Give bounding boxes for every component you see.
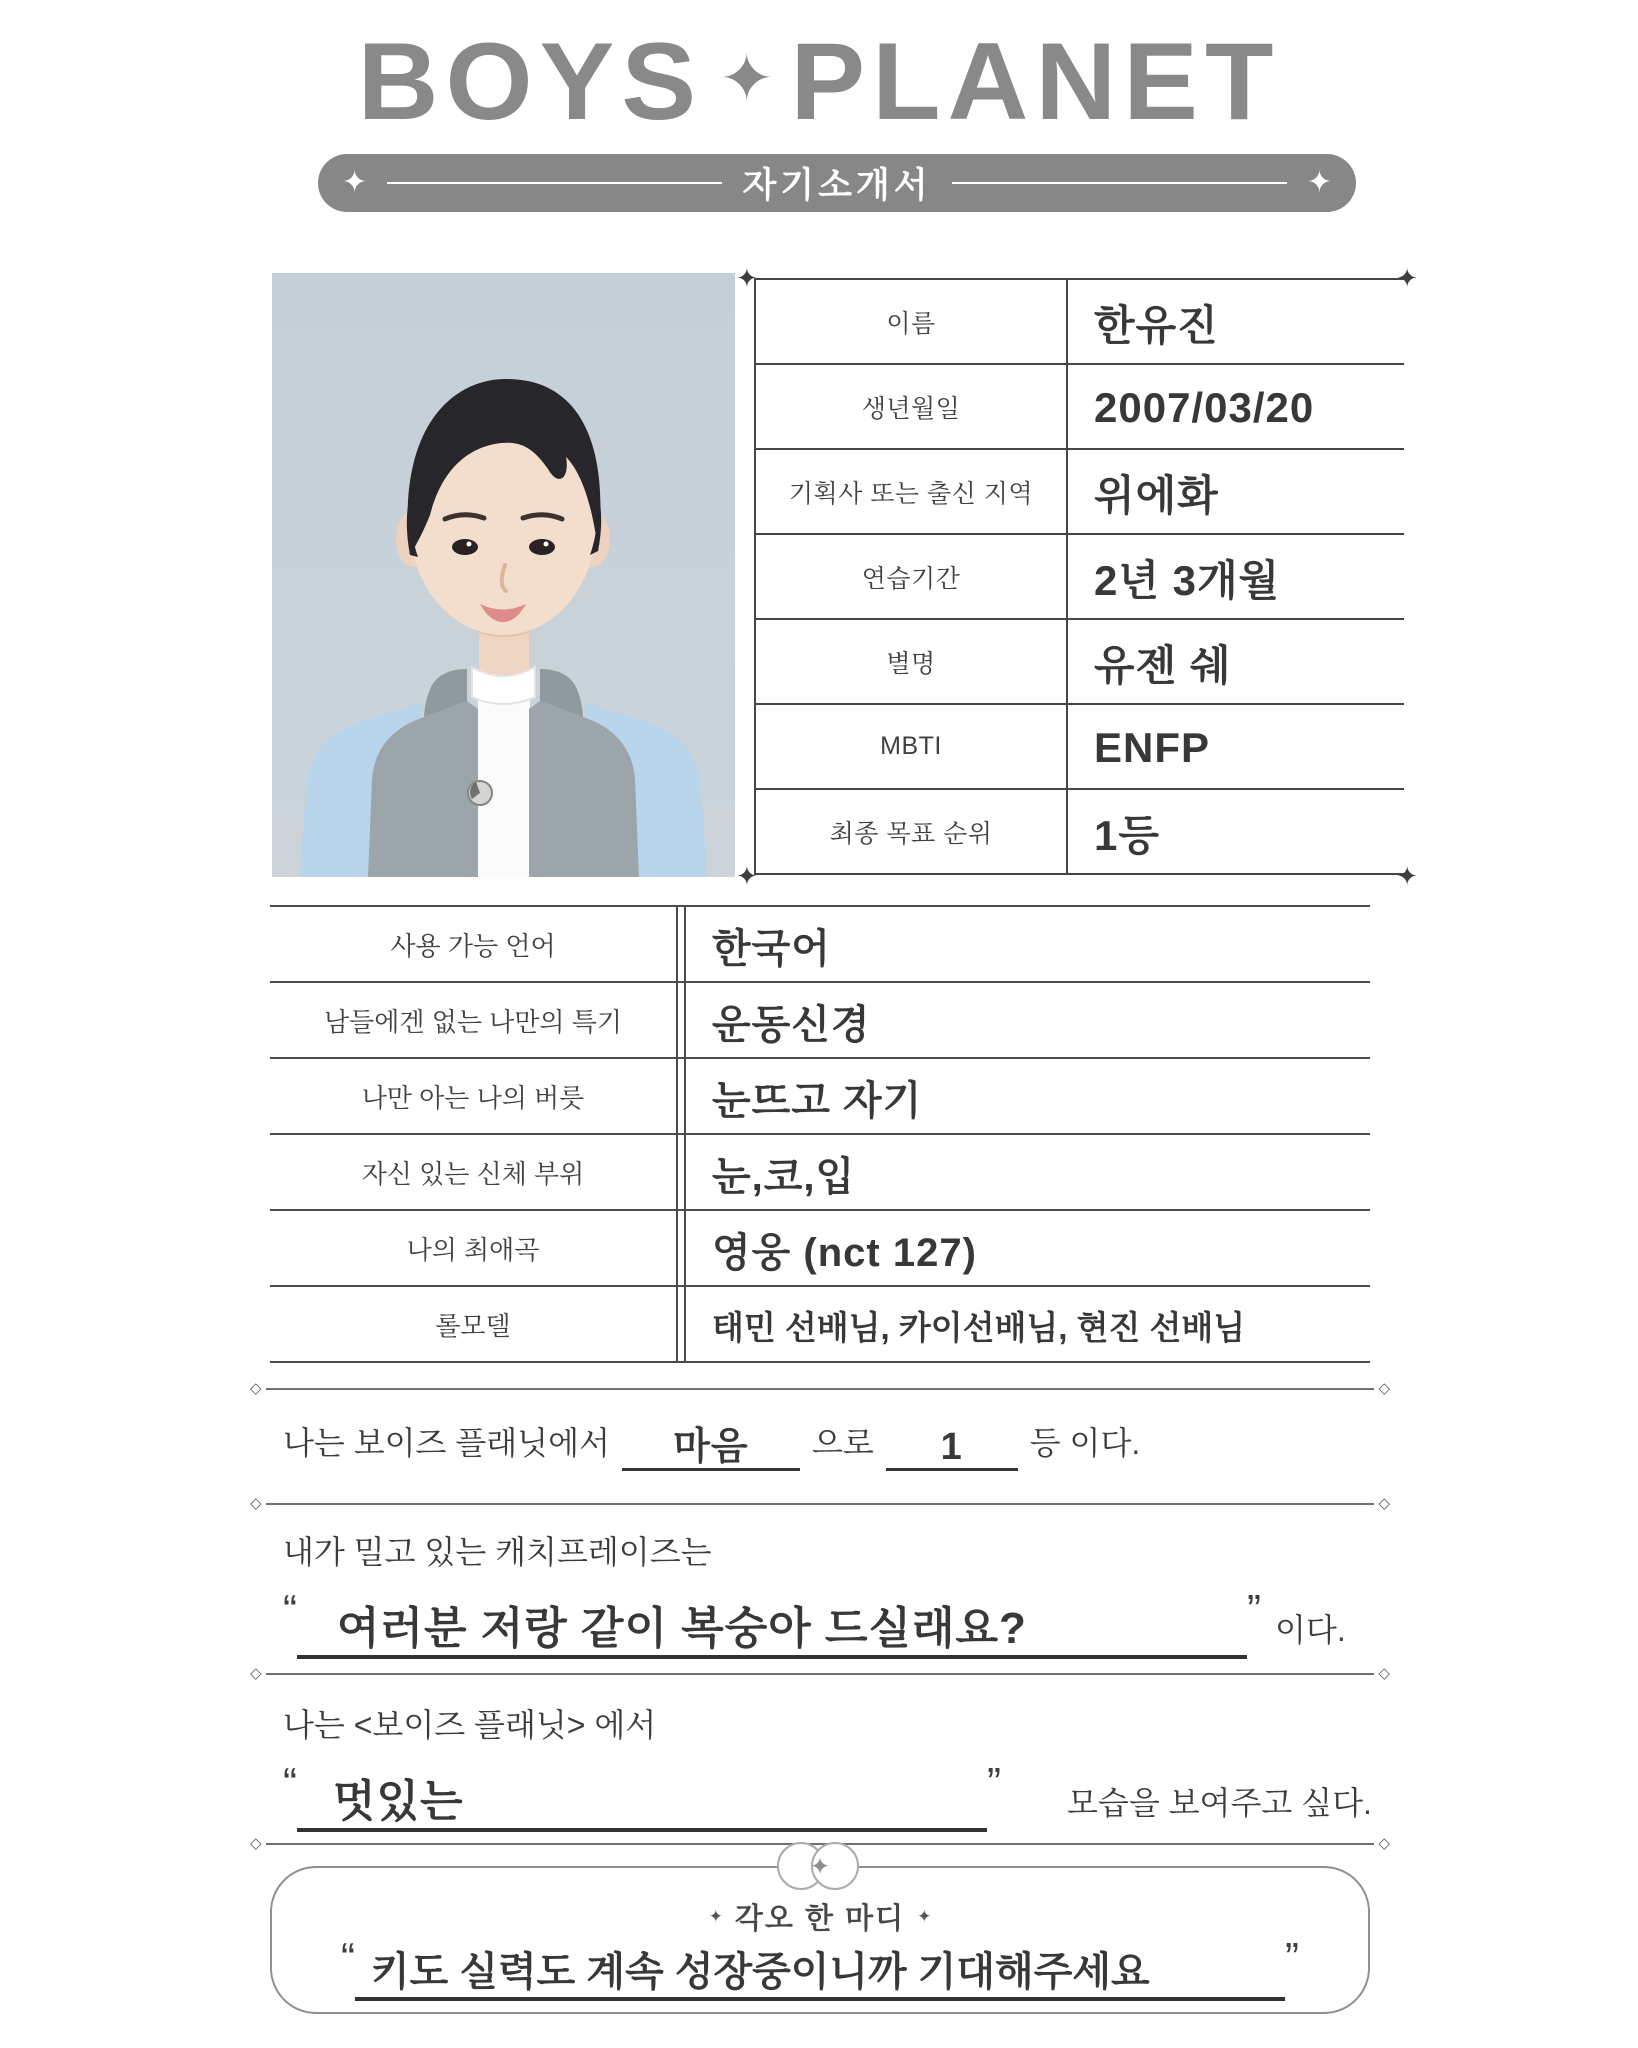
catchphrase-intro: 내가 밀고 있는 캐치프레이즈는 — [283, 1534, 712, 1570]
field-label-favorite-song: 나의 최애곡 — [270, 1211, 678, 1285]
banner-sparkle-right-icon: ✦ — [1306, 166, 1332, 199]
field-label-birthdate: 생년월일 — [756, 365, 1068, 448]
sentence-catchphrase — [283, 1527, 1403, 1659]
field-value-mbti: ENFP — [1094, 723, 1211, 771]
diamond-end-icon: ◇ — [250, 1665, 262, 1682]
field-label-agency: 기획사 또는 출신 지역 — [756, 450, 1068, 533]
sentence-aspiration — [283, 1700, 1503, 1832]
page-title: 자기소개서 — [742, 166, 932, 205]
catchphrase-suffix: 이다. — [1275, 1612, 1346, 1648]
close-quote-icon: ” — [1247, 1586, 1261, 1633]
divider-line — [266, 1503, 1375, 1505]
table-divider — [678, 1135, 686, 1209]
aspiration-value: 멋있는 — [297, 1778, 987, 1832]
field-value-favorite-song: 영웅 (nct 127) — [712, 1230, 977, 1275]
field-value-nickname: 유젠 쉐 — [1094, 641, 1232, 689]
table-divider — [678, 1059, 686, 1133]
banner-line-left — [387, 182, 722, 184]
section-divider — [250, 1666, 1390, 1681]
title-sparkle-icon: ✦ — [917, 1907, 932, 1926]
table-corner-sparkle-icon: ✦ — [736, 861, 758, 891]
table-row — [756, 535, 1404, 620]
diamond-end-icon: ◇ — [1378, 1380, 1390, 1397]
open-quote-icon: “ — [283, 1586, 297, 1633]
section-divider — [250, 1496, 1390, 1511]
sentence-rank — [283, 1418, 1140, 1471]
open-quote-icon: “ — [283, 1759, 297, 1806]
table-row — [756, 365, 1404, 450]
profile-table — [736, 263, 1418, 891]
field-label-training-period: 연습기간 — [756, 535, 1068, 618]
sentence-rank-prefix: 나는 보이즈 플래닛에서 — [283, 1425, 610, 1461]
aspiration-suffix: 모습을 보여주고 싶다. — [1067, 1785, 1372, 1821]
diamond-end-icon: ◇ — [1378, 1495, 1390, 1512]
field-label-mbti: MBTI — [756, 705, 1068, 788]
field-value-confident-feature: 눈,코,입 — [712, 1154, 856, 1199]
divider-line — [266, 1388, 1375, 1390]
boys-planet-logo — [0, 20, 1638, 143]
field-value-role-model: 태민 선배님, 카이선배님, 현진 선배님 — [712, 1308, 1246, 1346]
sentence-rank-blank2: 1 — [886, 1428, 1018, 1471]
catchphrase-line — [283, 1586, 1403, 1659]
aspiration-line — [283, 1759, 1503, 1832]
resolution-box — [270, 1853, 1370, 2014]
diamond-end-icon: ◇ — [250, 1495, 262, 1512]
double-circle-sparkle-motif — [777, 1842, 863, 1894]
field-value-training-period: 2년 3개월 — [1094, 556, 1281, 604]
section-divider — [250, 1381, 1390, 1396]
field-label-unique-talent: 남들에겐 없는 나만의 특기 — [270, 983, 678, 1057]
sentence-rank-suffix: 등 이다. — [1029, 1425, 1141, 1461]
field-value-name: 한유진 — [1094, 301, 1219, 349]
table-row — [270, 907, 1370, 983]
resolution-title: 각오 한 마디 — [734, 1903, 906, 1935]
table-corner-sparkle-icon: ✦ — [1396, 861, 1418, 891]
close-quote-icon: ” — [987, 1759, 1001, 1806]
field-label-nickname: 별명 — [756, 620, 1068, 703]
table-corner-sparkle-icon: ✦ — [1396, 263, 1418, 293]
banner-line-right — [952, 182, 1287, 184]
field-label-role-model: 롤모델 — [270, 1287, 678, 1361]
table-row — [270, 1211, 1370, 1287]
table-divider — [678, 983, 686, 1057]
table-corner-sparkle-icon: ✦ — [736, 263, 758, 293]
table-row — [756, 450, 1404, 535]
table-divider — [678, 907, 686, 981]
diamond-end-icon: ◇ — [250, 1835, 262, 1852]
field-value-habit: 눈뜨고 자기 — [712, 1078, 923, 1123]
catchphrase-value: 여러분 저랑 같이 복숭아 드실래요? — [297, 1605, 1247, 1659]
sentence-rank-blank1: 마음 — [622, 1428, 800, 1471]
resolution-title-row — [272, 1896, 1368, 1937]
logo-text-boys: BOYS — [357, 20, 704, 143]
field-value-goal-rank: 1등 — [1094, 811, 1160, 859]
diamond-end-icon: ◇ — [1378, 1835, 1390, 1852]
diamond-end-icon: ◇ — [250, 1380, 262, 1397]
logo-text-planet: PLANET — [790, 20, 1281, 143]
diamond-end-icon: ◇ — [1378, 1665, 1390, 1682]
contestant-portrait-illustration — [272, 273, 735, 877]
field-value-unique-talent: 운동신경 — [712, 1002, 871, 1047]
divider-line — [266, 1673, 1375, 1675]
logo-sparkle-icon: ✦ — [719, 41, 775, 115]
table-row — [756, 620, 1404, 705]
field-label-languages: 사용 가능 언어 — [270, 907, 678, 981]
motif-sparkle-icon: ✦ — [809, 1853, 831, 1881]
field-label-name: 이름 — [756, 280, 1068, 363]
resolution-value: 키도 실력도 계속 성장중이니까 기대해주세요 — [355, 1949, 1285, 2001]
table-row — [270, 1287, 1370, 1363]
open-quote-icon: “ — [341, 1934, 355, 1981]
table-row — [756, 790, 1404, 875]
table-divider — [678, 1287, 686, 1361]
table-row — [270, 1059, 1370, 1135]
field-value-languages: 한국어 — [712, 926, 831, 971]
table-row — [756, 705, 1404, 790]
close-quote-icon: ” — [1285, 1934, 1299, 1981]
table-row — [756, 280, 1404, 365]
field-label-confident-feature: 자신 있는 신체 부위 — [270, 1135, 678, 1209]
contestant-photo — [272, 273, 735, 877]
sentence-rank-connector: 으로 — [811, 1425, 874, 1461]
detail-table — [270, 905, 1370, 1363]
field-value-agency: 위에화 — [1094, 471, 1219, 519]
field-value-birthdate: 2007/03/20 — [1094, 383, 1315, 431]
banner-sparkle-left-icon: ✦ — [342, 166, 368, 199]
table-divider — [678, 1211, 686, 1285]
title-banner — [318, 154, 1356, 212]
table-row — [270, 983, 1370, 1059]
table-row — [270, 1135, 1370, 1211]
resolution-line — [272, 1934, 1368, 2001]
aspiration-intro: 나는 <보이즈 플래닛> 에서 — [283, 1707, 657, 1743]
title-sparkle-icon: ✦ — [708, 1907, 723, 1926]
field-label-goal-rank: 최종 목표 순위 — [756, 790, 1068, 873]
field-label-habit: 나만 아는 나의 버릇 — [270, 1059, 678, 1133]
